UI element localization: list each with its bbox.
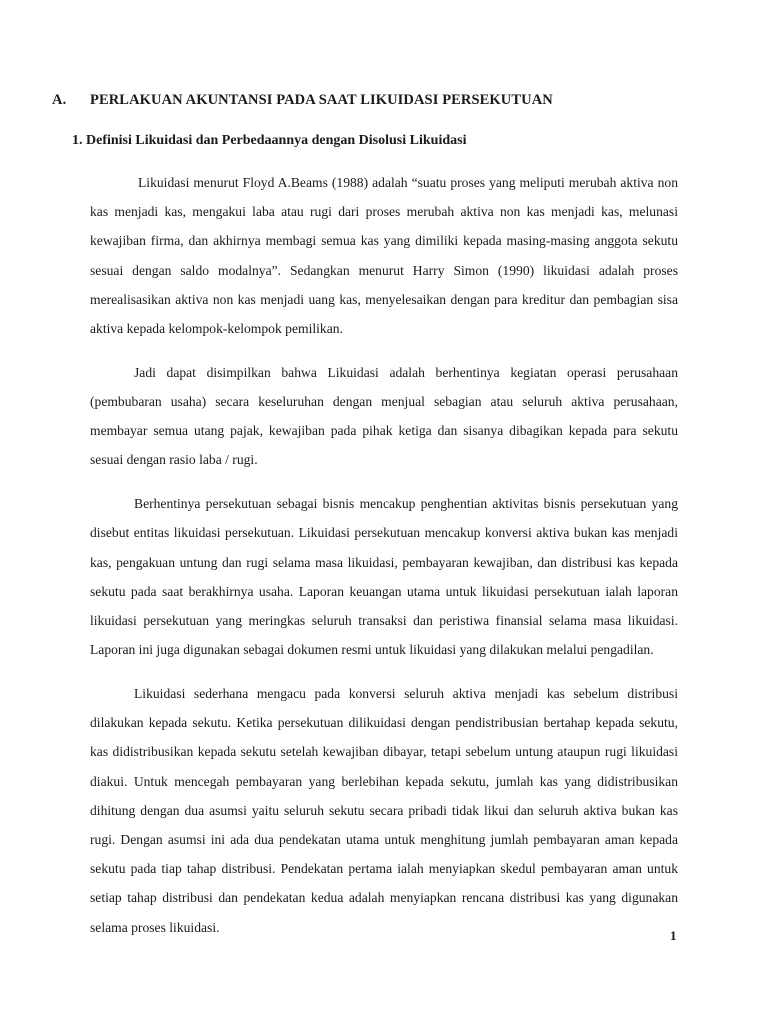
section-title: PERLAKUAN AKUNTANSI PADA SAAT LIKUIDASI PERSEKUTUAN [90, 92, 553, 108]
subsection-heading: 1. Definisi Likuidasi dan Perbedaannya dengan Disolusi Likuidasi [72, 133, 467, 148]
paragraph-3: Berhentinya persekutuan sebagai bisnis mencakup penghentian aktivitas bisnis persekutuan yang disebut entitas likuidasi persekutuan. Likuidasi persekutuan mencakup konversi aktiva bukan kas menjadi kas, pengakuan untung dan rugi selama masa likuidasi, pembayaran kewajiban, dan distribusi kas kepada sekutu pada saat berakhirnya usaha. Laporan keuangan utama untuk likuidasi persekutuan ialah laporan likuidasi persekutuan yang meringkas seluruh transaksi dan peristiwa finansial selama masa likuidasi. Laporan ini juga digunakan sebagai dokumen resmi untuk likuidasi yang dilakukan melalui pengadilan. [90, 496, 678, 658]
paragraph-1: Likuidasi menurut Floyd A.Beams (1988) adalah “suatu proses yang meliputi merubah aktiva non kas menjadi kas, mengakui laba atau rugi dari proses merubah aktiva non kas menjadi kas, melunasi kewajiban firma, dan akhirnya membagi semua kas yang dimiliki kepada masing-masing anggota sekutu sesuai dengan saldo modalnya”. Sedangkan menurut Harry Simon (1990) likuidasi adalah proses merealisasikan aktiva non kas menjadi uang kas, menyelesaikan dengan para kreditur dan pembagian sisa aktiva kepada kelompok-kelompok pemilikan. [90, 175, 678, 337]
section-heading [52, 92, 553, 109]
paragraph-2: Jadi dapat disimpilkan bahwa Likuidasi adalah berhentinya kegiatan operasi perusahaan (pembubaran usaha) secara keseluruhan dengan menjual sebagian atau seluruh aktiva perusahaan, membayar semua utang pajak, kewajiban pada pihak ketiga dan sisanya dibagikan kepada para sekutu sesuai dengan rasio laba / rugi. [90, 364, 678, 468]
page-number: 1 [670, 928, 677, 943]
section-label: A. [52, 92, 67, 108]
paragraph-4: Likuidasi sederhana mengacu pada konversi seluruh aktiva menjadi kas sebelum distribusi dilakukan kepada sekutu. Ketika persekutuan dilikuidasi dengan pendistribusian bertahap kepada sekutu, kas didistribusikan kepada sekutu setelah kewajiban dibayar, tetapi sebelum untung ataupun rugi likuidasi diakui. Untuk mencegah pembayaran yang berlebihan kepada sekutu, jumlah kas yang didistribusikan dihitung dengan dua asumsi yaitu seluruh sekutu secara pribadi tidak likui dan seluruh aktiva bukan kas rugi. Dengan asumsi ini ada dua pendekatan utama untuk menghitung jumlah pembayaran aman kepada sekutu pada tiap tahap distribusi. Pendekatan pertama ialah menyiapkan skedul pembayaran aman untuk setiap tahap distribusi dan pendekatan kedua adalah menyiapkan rencana distribusi kas yang digunakan selama proses likuidasi. [90, 686, 678, 935]
body-text [90, 168, 678, 956]
